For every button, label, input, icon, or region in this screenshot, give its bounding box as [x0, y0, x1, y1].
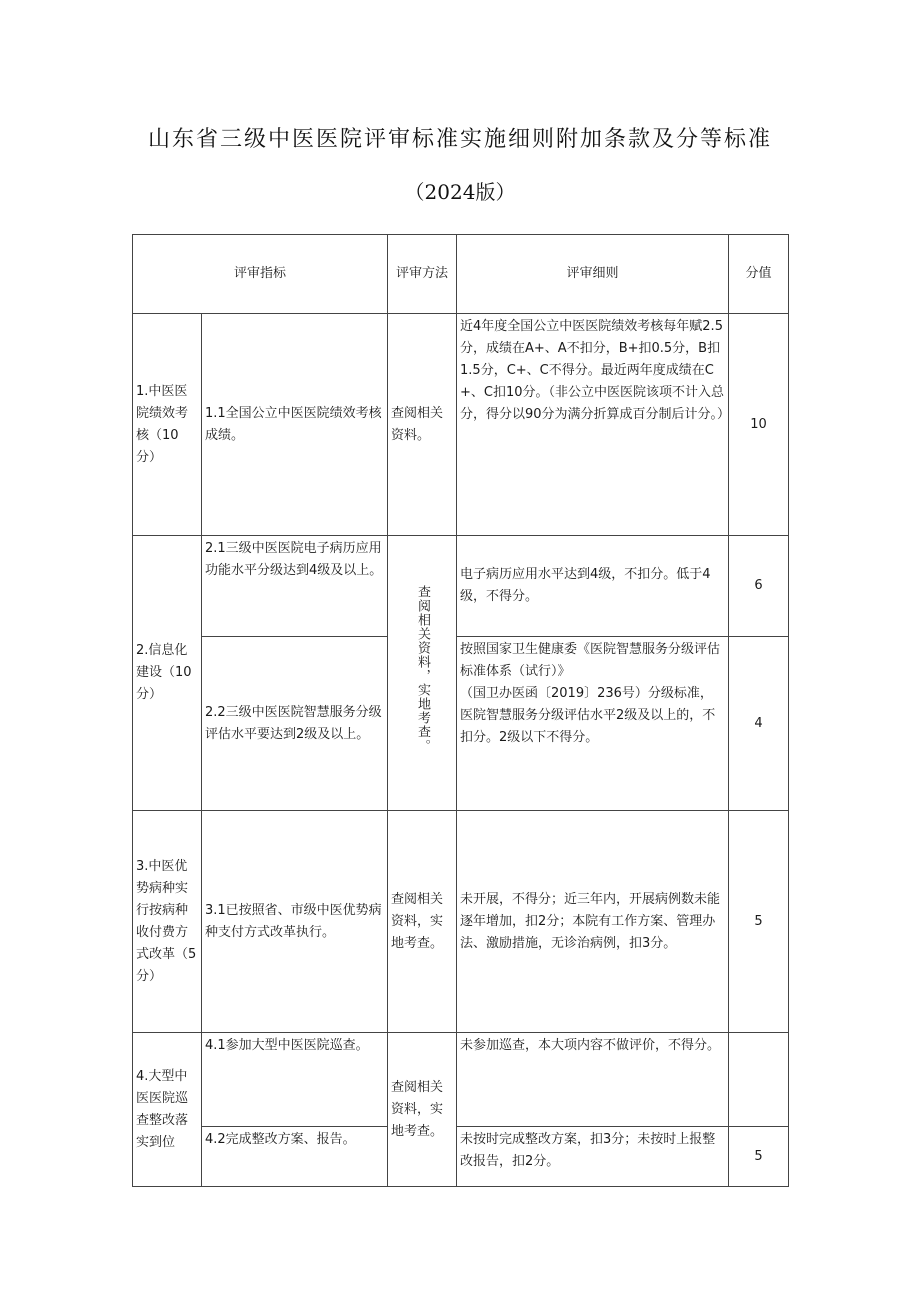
category-cell: 1.中医医院绩效考核（10分）	[133, 314, 202, 536]
detail-cell	[457, 637, 729, 811]
item-cell: 2.1三级中医医院电子病历应用功能水平分级达到4级及以上。	[202, 536, 388, 637]
header-indicator: 评审指标	[133, 235, 388, 314]
method-cell	[388, 536, 457, 811]
detail-cell: 未参加巡查，本大项内容不做评价，不得分。	[457, 1033, 729, 1127]
item-cell: 3.1已按照省、市级中医优势病种支付方式改革执行。	[202, 811, 388, 1033]
category-cell: 3.中医优势病种实行按病种收付费方式改革（5分）	[133, 811, 202, 1033]
item-cell: 1.1全国公立中医医院绩效考核成绩。	[202, 314, 388, 536]
method-cell: 查阅相关资料，实地考查。	[388, 1033, 457, 1187]
table-row	[133, 1127, 789, 1187]
detail-cell: 未开展，不得分；近三年内，开展病例数未能逐年增加，扣2分；本院有工作方案、管理办法、激励措施，无诊治病例，扣3分。	[457, 811, 729, 1033]
item-cell: 2.2三级中医医院智慧服务分级评估水平要达到2级及以上。	[202, 637, 388, 811]
document-title: 山东省三级中医医院评审标准实施细则附加条款及分等标准	[147, 127, 772, 152]
score-cell	[729, 1033, 789, 1127]
detail-cell: 近4年度全国公立中医医院绩效考核每年赋2.5分，成绩在A+、A不扣分，B+扣0.5分，B扣1.5分，C+、C不得分。最近两年度成绩在C+、C扣10分。（非公立中医医院该项不计入总分，得分以90分为满分折算成百分制后计分。）	[457, 314, 729, 536]
method-cell: 查阅相关资料。	[388, 314, 457, 536]
table-row	[133, 1033, 789, 1127]
score-cell: 5	[729, 811, 789, 1033]
category-cell: 4.大型中医医院巡查整改落实到位	[133, 1033, 202, 1187]
table-row	[133, 811, 789, 1033]
detail-cell: 电子病历应用水平达到4级，不扣分。低于4级，不得分。	[457, 536, 729, 637]
criteria-table	[132, 234, 789, 1187]
detail-line: （国卫办医函〔2019〕236号）分级标准，医院智慧服务分级评估水平2级及以上的，不扣分。2级以下不得分。	[460, 686, 716, 745]
detail-line: 按照国家卫生健康委《医院智慧服务分级评估标准体系（试行）》	[460, 642, 721, 679]
document-subtitle: （2024版）	[404, 180, 516, 204]
method-cell: 查阅相关资料，实地考查。	[388, 811, 457, 1033]
category-cell: 2.信息化建设（10分）	[133, 536, 202, 811]
detail-cell: 未按时完成整改方案，扣3分；未按时上报整改报告，扣2分。	[457, 1127, 729, 1187]
header-method: 评审方法	[388, 235, 457, 314]
header-score: 分值	[729, 235, 789, 314]
item-cell: 4.1参加大型中医医院巡查。	[202, 1033, 388, 1127]
score-cell: 4	[729, 637, 789, 811]
table-row	[133, 637, 789, 811]
method-vertical-text: 查阅相关资料，实地考查。	[415, 585, 431, 753]
score-cell: 5	[729, 1127, 789, 1187]
score-cell: 6	[729, 536, 789, 637]
table-row	[133, 536, 789, 637]
item-cell: 4.2完成整改方案、报告。	[202, 1127, 388, 1187]
table-header-row	[133, 235, 789, 314]
score-cell: 10	[729, 314, 789, 536]
header-detail: 评审细则	[457, 235, 729, 314]
table-row	[133, 314, 789, 536]
